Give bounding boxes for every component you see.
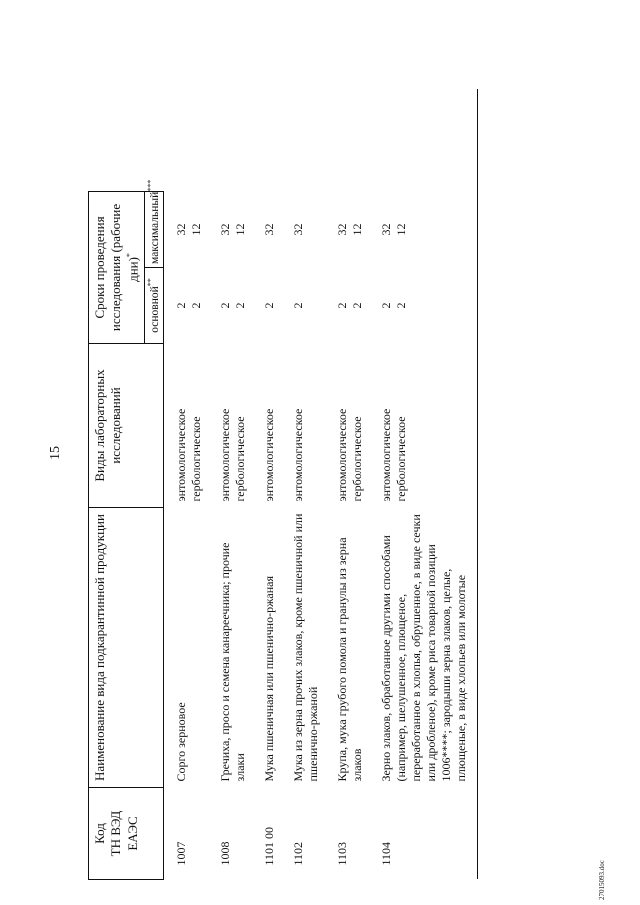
row-research-types-line: энтомологическое (174, 408, 189, 502)
quarantine-research-table (88, 89, 478, 880)
row-basic-term-line: 2 (291, 302, 306, 309)
row-research-types-line: гербологическое (394, 416, 409, 502)
row-basic-term (281, 268, 325, 344)
row-product-name: Крупа, мука грубого помола и гранулы из зерна злаков (335, 537, 365, 782)
document-code: 27015093.doc (598, 860, 606, 900)
row-research-types (164, 344, 209, 508)
row-max-term-line: 12 (189, 223, 204, 236)
row-spacer (369, 89, 478, 191)
row-research-types-line: энтомологическое (291, 408, 306, 502)
row-research-types (325, 344, 369, 508)
table-row (164, 89, 209, 879)
row-research-types (369, 344, 478, 508)
row-max-term-line: 12 (233, 223, 248, 236)
row-research-types (281, 344, 325, 508)
table-header-row (89, 89, 145, 879)
row-max-term (281, 191, 325, 267)
row-max-term-line: 32 (335, 223, 350, 236)
row-spacer (325, 89, 369, 191)
row-max-term-line: 32 (291, 223, 306, 236)
row-basic-term (164, 268, 209, 344)
row-max-term-line: 12 (350, 223, 365, 236)
row-max-term (369, 191, 478, 267)
row-product-name: Гречиха, просо и семена канареечника; прочие злаки (218, 542, 248, 782)
row-basic-term-line: 2 (379, 302, 394, 309)
row-code: 1008 (218, 841, 233, 866)
table-row (252, 89, 281, 879)
quarantine-research-table-container (88, 80, 469, 880)
row-code: 1103 (335, 841, 350, 866)
row-spacer (208, 89, 252, 191)
row-product-name: Мука из зерна прочих злаков, кроме пшеничной или пшенично-ржаной (291, 513, 321, 782)
row-basic-term (325, 268, 369, 344)
row-max-term (252, 191, 281, 267)
row-product-name: Мука пшеничная или пшенично-ржаная (262, 576, 277, 782)
row-basic-term (252, 268, 281, 344)
row-research-types-line: энтомологическое (335, 408, 350, 502)
header-max-term: максимальный*** (145, 191, 164, 267)
row-max-term-line: 32 (262, 223, 277, 236)
row-max-term (325, 191, 369, 267)
row-research-types-line: гербологическое (350, 416, 365, 502)
table-row (208, 89, 252, 879)
header-spacer (89, 89, 164, 191)
row-research-types (252, 344, 281, 508)
row-max-term (208, 191, 252, 267)
row-spacer (252, 89, 281, 191)
header-code: Код ТН ВЭД ЕАЭС (89, 788, 164, 880)
row-max-term (164, 191, 209, 267)
row-basic-term-line: 2 (189, 302, 204, 309)
row-research-types (208, 344, 252, 508)
row-product-name: Зерно злаков, обработанное другими способами (например, шелушенное, плющеное, переработанное в хлопья, обрушенное, в виде сечки или дробленое), кроме риса товарной позиции 1006****; зародыши зерна злаков, целые, плющеные, в виде хлопьев или молотые (379, 514, 469, 782)
row-research-types-line: энтомологическое (218, 408, 233, 502)
row-basic-term-line: 2 (335, 302, 350, 309)
row-research-types-line: энтомологическое (262, 408, 277, 502)
row-basic-term-line: 2 (174, 302, 189, 309)
table-body (164, 89, 478, 879)
row-research-types-line: гербологическое (189, 416, 204, 502)
row-basic-term (208, 268, 252, 344)
header-research-terms: Сроки проведения исследования (рабочие дни)* (89, 191, 145, 343)
row-code: 1104 (379, 841, 394, 866)
row-basic-term-line: 2 (350, 302, 365, 309)
row-research-types-line: энтомологическое (379, 408, 394, 502)
table-row (325, 89, 369, 879)
header-product-name: Наименование вида подкарантинной продукции (89, 508, 164, 788)
row-spacer (164, 89, 209, 191)
row-code: 1102 (291, 841, 306, 866)
row-basic-term (369, 268, 478, 344)
table-row (369, 89, 478, 879)
row-basic-term-line: 2 (233, 302, 248, 309)
header-basic-term: основной** (145, 268, 164, 344)
row-max-term-line: 32 (379, 223, 394, 236)
row-basic-term-line: 2 (394, 302, 409, 309)
row-research-types-line: гербологическое (233, 416, 248, 502)
row-code: 1101 00 (262, 826, 277, 866)
page-number: 15 (48, 446, 63, 460)
row-max-term-line: 12 (394, 223, 409, 236)
header-research-types: Виды лабораторных исследований (89, 344, 164, 508)
row-spacer (281, 89, 325, 191)
row-product-name: Сорго зерновое (174, 702, 189, 782)
row-basic-term-line: 2 (218, 302, 233, 309)
table-row (281, 89, 325, 879)
row-code: 1007 (174, 841, 189, 866)
row-basic-term-line: 2 (262, 302, 277, 309)
row-max-term-line: 32 (174, 223, 189, 236)
row-max-term-line: 32 (218, 223, 233, 236)
